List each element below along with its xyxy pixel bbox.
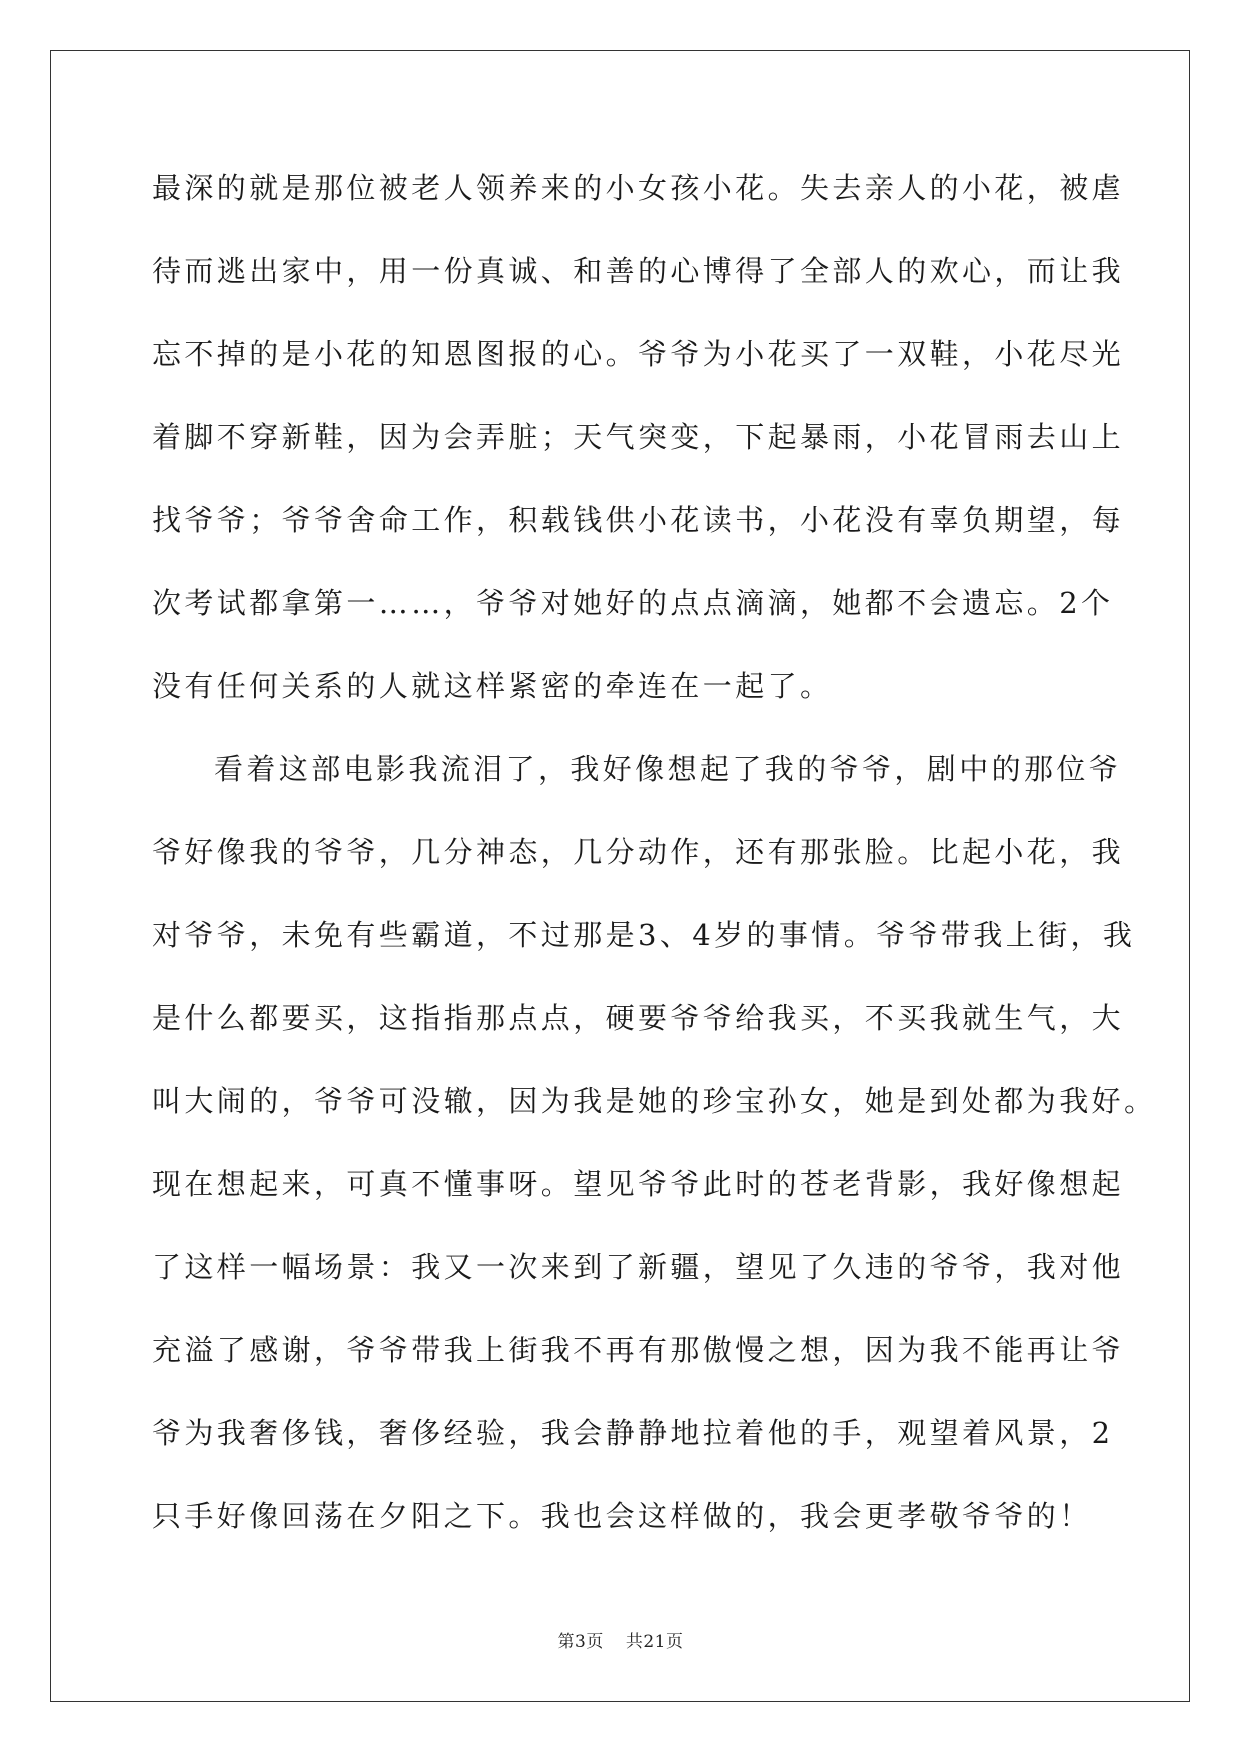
document-body bbox=[152, 158, 1157, 1569]
text-line: 充溢了感谢，爷爷带我上街我不再有那傲慢之想，因为我不能再让爷 bbox=[152, 1333, 1125, 1367]
text-line: 爷为我奢侈钱，奢侈经验，我会静静地拉着他的手，观望着风景，2 bbox=[152, 1416, 1114, 1450]
page-total: 共21页 bbox=[625, 1632, 684, 1652]
text-line: 是什么都要买，这指指那点点，硬要爷爷给我买，不买我就生气，大 bbox=[152, 1001, 1125, 1035]
text-line: 着脚不穿新鞋，因为会弄脏；天气突变，下起暴雨，小花冒雨去山上 bbox=[152, 420, 1125, 454]
page-number: 第3页 bbox=[557, 1632, 604, 1652]
text-line: 找爷爷；爷爷舍命工作，积载钱供小花读书，小花没有辜负期望，每 bbox=[152, 503, 1125, 537]
paragraph-first-line: 看着这部电影我流泪了，我好像想起了我的爷爷，剧中的那位爷 bbox=[214, 752, 1122, 786]
page-footer bbox=[0, 1627, 1241, 1652]
text-line: 忘不掉的是小花的知恩图报的心。爷爷为小花买了一双鞋，小花尽光 bbox=[152, 337, 1125, 371]
text-line: 没有任何关系的人就这样紧密的牵连在一起了。 bbox=[152, 669, 833, 703]
text-line: 对爷爷，未免有些霸道，不过那是3、4岁的事情。爷爷带我上街，我 bbox=[152, 918, 1136, 952]
text-line: 只手好像回荡在夕阳之下。我也会这样做的，我会更孝敬爷爷的！ bbox=[152, 1499, 1092, 1533]
text-line: 了这样一幅场景：我又一次来到了新疆，望见了久违的爷爷，我对他 bbox=[152, 1250, 1125, 1284]
text-line: 现在想起来，可真不懂事呀。望见爷爷此时的苍老背影，我好像想起 bbox=[152, 1167, 1125, 1201]
text-line: 最深的就是那位被老人领养来的小女孩小花。失去亲人的小花，被虐 bbox=[152, 171, 1125, 205]
text-line: 次考试都拿第一……，爷爷对她好的点点滴滴，她都不会遗忘。2个 bbox=[152, 586, 1114, 620]
text-line: 待而逃出家中，用一份真诚、和善的心博得了全部人的欢心，而让我 bbox=[152, 254, 1125, 288]
text-line: 爷好像我的爷爷，几分神态，几分动作，还有那张脸。比起小花，我 bbox=[152, 835, 1125, 869]
text-line: 叫大闹的，爷爷可没辙，因为我是她的珍宝孙女，她是到处都为我好。 bbox=[152, 1084, 1157, 1118]
